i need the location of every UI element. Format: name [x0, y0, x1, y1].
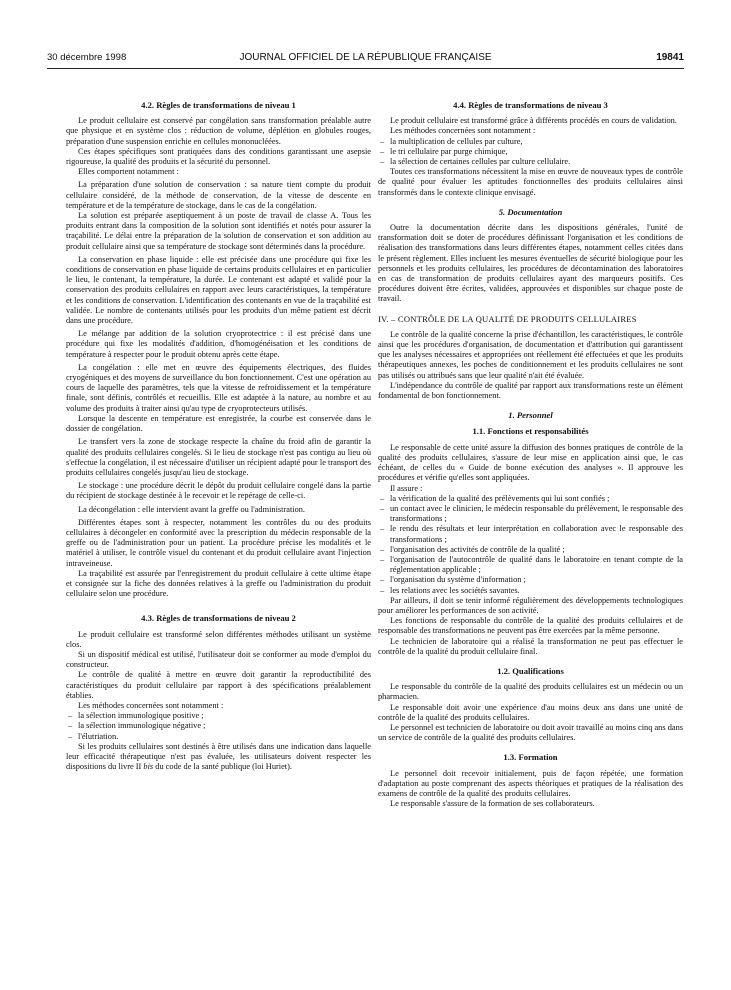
- right-column: [378, 100, 683, 809]
- section-heading-4-4: 4.4. Règles de transformations de niveau 3: [453, 100, 608, 110]
- paragraph: Il assure :: [390, 483, 423, 493]
- list-item: – la multiplication de cellules par culture,: [378, 137, 683, 147]
- left-column: [66, 100, 371, 772]
- paragraph: Le produit cellulaire est conservé par congélation sans transformation préalable autre que physique et en système clos : réduction de volume, déplétion en globules rouges, préparation d'une suspension enrichie en cellules mononucléées.: [66, 116, 371, 146]
- paragraph: Différentes étapes sont à respecter, notamment les contrôles du ou des produits cellulaires à décongeler en conformité avec la prescription du médecin responsable de la greffe ou de l'administration pour un patient. La procédure précise les modalités et le matériel à utiliser, le contrôle visuel du contenant et du produit cellulaire avant l'injection intraveineuse.: [66, 517, 371, 568]
- paragraph: La solution est préparée aseptiquement à un poste de travail de classe A. Tous les produits entrant dans la composition de la solution sont identifiés et notés pour assurer la traçabilité. Le délai entre la préparation de la solution de conservation et son addition au produit cellulaire ainsi que sa température de stockage sont déterminés dans la procédure.: [66, 211, 371, 251]
- paragraph: La préparation d'une solution de conservation : sa nature tient compte du produit cellulaire considéré, de la méthode de conservation, de la vitesse de descente en température et de la température de stockage, dans le cas de la congélation.: [66, 180, 371, 210]
- paragraph: Par ailleurs, il doit se tenir informé régulièrement des développements technologiques pour améliorer les performances de son activité.: [378, 595, 683, 615]
- list-item: – la sélection immunologique négative ;: [66, 721, 371, 731]
- page-number: 19841: [656, 52, 684, 63]
- section-heading-1-3: 1.3. Formation: [503, 752, 558, 763]
- paragraph: Le contrôle de qualité à mettre en œuvre doit garantir la reproductibilité des caractéristiques du produit cellulaire par rapport à des spécifications préalablement établies.: [66, 670, 371, 700]
- duties-list: [378, 494, 683, 596]
- paragraph: Le responsable de cette unité assure la diffusion des bonnes pratiques de contrôle de la qualité des produits cellulaires, s'assure de leur mise en application ainsi que, le cas échéant, de celles du « Guide de bonne exécution des analyses ». Il approuve les procédures et vérifie qu'elles sont appliquées.: [378, 442, 683, 483]
- paragraph: Les fonctions de responsable du contrôle de la qualité des produits cellulaires et de responsable des transformations ne peuvent pas être exercées par la même personne.: [378, 616, 683, 636]
- paragraph-text: Si les produits cellulaires sont destinés à être utilisés dans une indication dans laquelle leur efficacité thérapeutique n'est pas évaluée, les utilisateurs doivent respecter les dispositions du livre II: [66, 741, 371, 772]
- paragraph: Le stockage : une procédure décrit le dépôt du produit cellulaire congelé dans la partie du récipient de stockage destinée à le recevoir et le repérage de celle-ci.: [66, 481, 371, 501]
- list-item: – un contact avec le clinicien, le médecin responsable du prélèvement, le responsable des transformations ;: [378, 504, 683, 524]
- paragraph: Le personnel est technicien de laboratoire ou doit avoir travaillé au moins cinq ans dans un service de contrôle de la qualité des produits cellulaires.: [378, 722, 683, 743]
- list-item: – l'organisation de l'autocontrôle de qualité dans le laboratoire en tenant compte de la réglementation applicable ;: [378, 555, 683, 575]
- paragraph: Le produit cellulaire est transformé grâce à différents procédés en cours de validation.: [390, 116, 677, 126]
- paragraph: La congélation : elle met en œuvre des équipements électriques, des fluides cryogéniques et des moyens de surveillance du bon fonctionnement. C'est une opération au cours de laquelle des paramètres, tels que la vitesse de refroidissement et la température finale, sont définis, contrôlés et recueillis. Elle est adaptée à la nature, au nombre et au volume des produits à traiter ainsi qu'au type de cryoprotecteurs utilisés.: [66, 362, 371, 413]
- list-item: – la sélection de certaines cellules par culture cellulaire.: [378, 157, 683, 167]
- page-header: [47, 52, 684, 66]
- paragraph: Le transfert vers la zone de stockage respecte la chaîne du froid afin de garantir la qualité des produits cellulaires congelés. Si le lieu de stockage n'est pas contigu au lieu où s'effectue la congélation, il est nécessaire d'utiliser un récipient adapté pour le transport des produits cellulaires congelés jusqu'au lieu de stockage.: [66, 437, 371, 477]
- paragraph: Le responsable doit avoir une expérience d'au moins deux ans dans une unité de contrôle de la qualité des produits cellulaires.: [378, 702, 683, 722]
- paragraph: Si un dispositif médical est utilisé, l'utilisateur doit se conformer au mode d'emploi du constructeur.: [66, 649, 371, 670]
- method-list: [378, 137, 683, 168]
- list-item: – la vérification de la qualité des prélèvements qui lui sont confiés ;: [378, 494, 683, 504]
- section-heading-iv: IV. – CONTRÔLE DE LA QUALITÉ DE PRODUITS CELLULAIRES: [378, 313, 637, 324]
- paragraph: Le produit cellulaire est transformé selon différentes méthodes utilisant un système clos.: [66, 629, 371, 649]
- journal-title: JOURNAL OFFICIEL DE LA RÉPUBLIQUE FRANÇAISE: [239, 52, 492, 63]
- paragraph: Le responsable du contrôle de la qualité des produits cellulaires est un médecin ou un pharmacien.: [378, 682, 683, 702]
- paragraph: Outre la documentation décrite dans les dispositions générales, l'unité de transformation doit se doter de procédures définissant l'organisation et les conditions de réalisation des transformations dans leurs différentes étapes, notamment celles citées dans le présent règlement. Elles incluent les mesures éventuelles de sécurité biologique pour les personnels et les produits cellulaires, les procédures de décontamination des laboratoires en cas de transformation de produits cellulaires ayant des marqueurs positifs. Ces procédures doivent être écrites, validées, approuvées et disponibles sur chaque poste de travail.: [378, 223, 683, 304]
- paragraph: Ces étapes spécifiques sont pratiquées dans des conditions garantissant une asepsie rigoureuse, la qualité des produits et la sécurité du personnel.: [66, 146, 371, 167]
- paragraph: La traçabilité est assurée par l'enregistrement du produit cellulaire à cette ultime étape et consignée sur la fiche des données relatives à la greffe ou l'administration du produit cellulaire selon une procédure.: [66, 568, 371, 599]
- paragraph: Le mélange par addition de la solution cryoprotectrice : il est précisé dans une procédure qui fixe les modalités d'addition, d'homogénéisation et les conditions de température à respecter pour le produit obtenu après cette étape.: [66, 329, 371, 359]
- list-item: – l'organisation du système d'information ;: [378, 575, 683, 585]
- paragraph: Le technicien de laboratoire qui a réalisé la transformation ne peut pas effectuer le contrôle de la qualité du produit cellulaire final.: [378, 636, 683, 656]
- paragraph-text-end: du code de la santé publique (loi Huriet).: [155, 762, 292, 772]
- paragraph: L'indépendance du contrôle de qualité par rapport aux transformations reste un élément fondamental de bon fonctionnement.: [378, 380, 683, 401]
- list-item: – les relations avec les sociétés savantes.: [378, 586, 683, 596]
- paragraph: Le contrôle de la qualité concerne la prise d'échantillon, les caractéristiques, le contrôle ainsi que les procédures d'organisation, de documentation et d'attribution qui garantissent que les analyses nécessaires et appropriées ont réellement été effectuées et que les produits thérapeutiques annexes, les poches de conditionnement et les produits cellulaires ne sont pas utilisés ou attribués sans que leur qualité n'ait été évaluée.: [378, 329, 683, 380]
- header-rule: [47, 68, 684, 69]
- section-heading-4-2: 4.2. Règles de transformations de niveau 1: [141, 100, 296, 110]
- paragraph: La décongélation : elle intervient avant la greffe ou l'administration.: [78, 504, 306, 514]
- section-heading-1: 1. Personnel: [508, 410, 553, 421]
- method-list: [66, 711, 371, 742]
- paragraph: Les méthodes concernées sont notamment :: [78, 700, 224, 710]
- paragraph: Les méthodes concernées sont notamment :: [390, 126, 536, 136]
- list-item: – la sélection immunologique positive ;: [66, 711, 371, 721]
- list-item: – le tri cellulaire par purge chimique,: [378, 147, 683, 157]
- paragraph: Elles comportent notamment :: [78, 167, 179, 177]
- paragraph: La conservation en phase liquide : elle est précisée dans une procédure qui fixe les conditions de conservation en phase liquide de certains produits cellulaires et en particulier le lieu, le contenant, la température, la durée. Le contenant est adapté et validé pour la conservation des produits cellulaires en rapport avec leurs caractéristiques, la température et les conditions de conservation. L'identification des contenants en vue de la traçabilité est validée. Le nombre de contenants utilisés pour les produits d'un même patient est décrit dans une procédure.: [66, 254, 371, 326]
- paragraph: [66, 742, 371, 773]
- section-heading-5: 5. Documentation: [498, 206, 563, 217]
- bis-text: bis: [143, 762, 154, 772]
- section-heading-1-2: 1.2. Qualifications: [497, 665, 564, 676]
- section-heading-4-3: 4.3. Règles de transformations de niveau 2: [141, 613, 296, 624]
- paragraph: Lorsque la descente en température est enregistrée, la courbe est conservée dans le dossier de congélation.: [66, 413, 371, 434]
- list-item: – l'élutriation.: [66, 732, 371, 742]
- header-date: 30 décembre 1998: [47, 52, 127, 63]
- paragraph: Le responsable s'assure de la formation de ses collaborateurs.: [390, 799, 595, 809]
- section-heading-1-1: 1.1. Fonctions et responsabilités: [472, 426, 589, 437]
- paragraph: Le personnel doit recevoir initialement, puis de façon répétée, une formation d'adaptation au poste comprenant des aspects théoriques et pratiques de la réalisation des examens de contrôle de la qualité des produits cellulaires.: [378, 768, 683, 798]
- list-item: – le rendu des résultats et leur interprétation en collaboration avec le responsable des transformations ;: [378, 524, 683, 544]
- list-item: – l'organisation des activités de contrôle de la qualité ;: [378, 545, 683, 555]
- paragraph: Toutes ces transformations nécessitent la mise en œuvre de nouveaux types de contrôle de qualité pour évaluer les aptitudes fonctionnelles des produits cellulaires ainsi transformés dans le contexte clinique envisagé.: [378, 167, 683, 197]
